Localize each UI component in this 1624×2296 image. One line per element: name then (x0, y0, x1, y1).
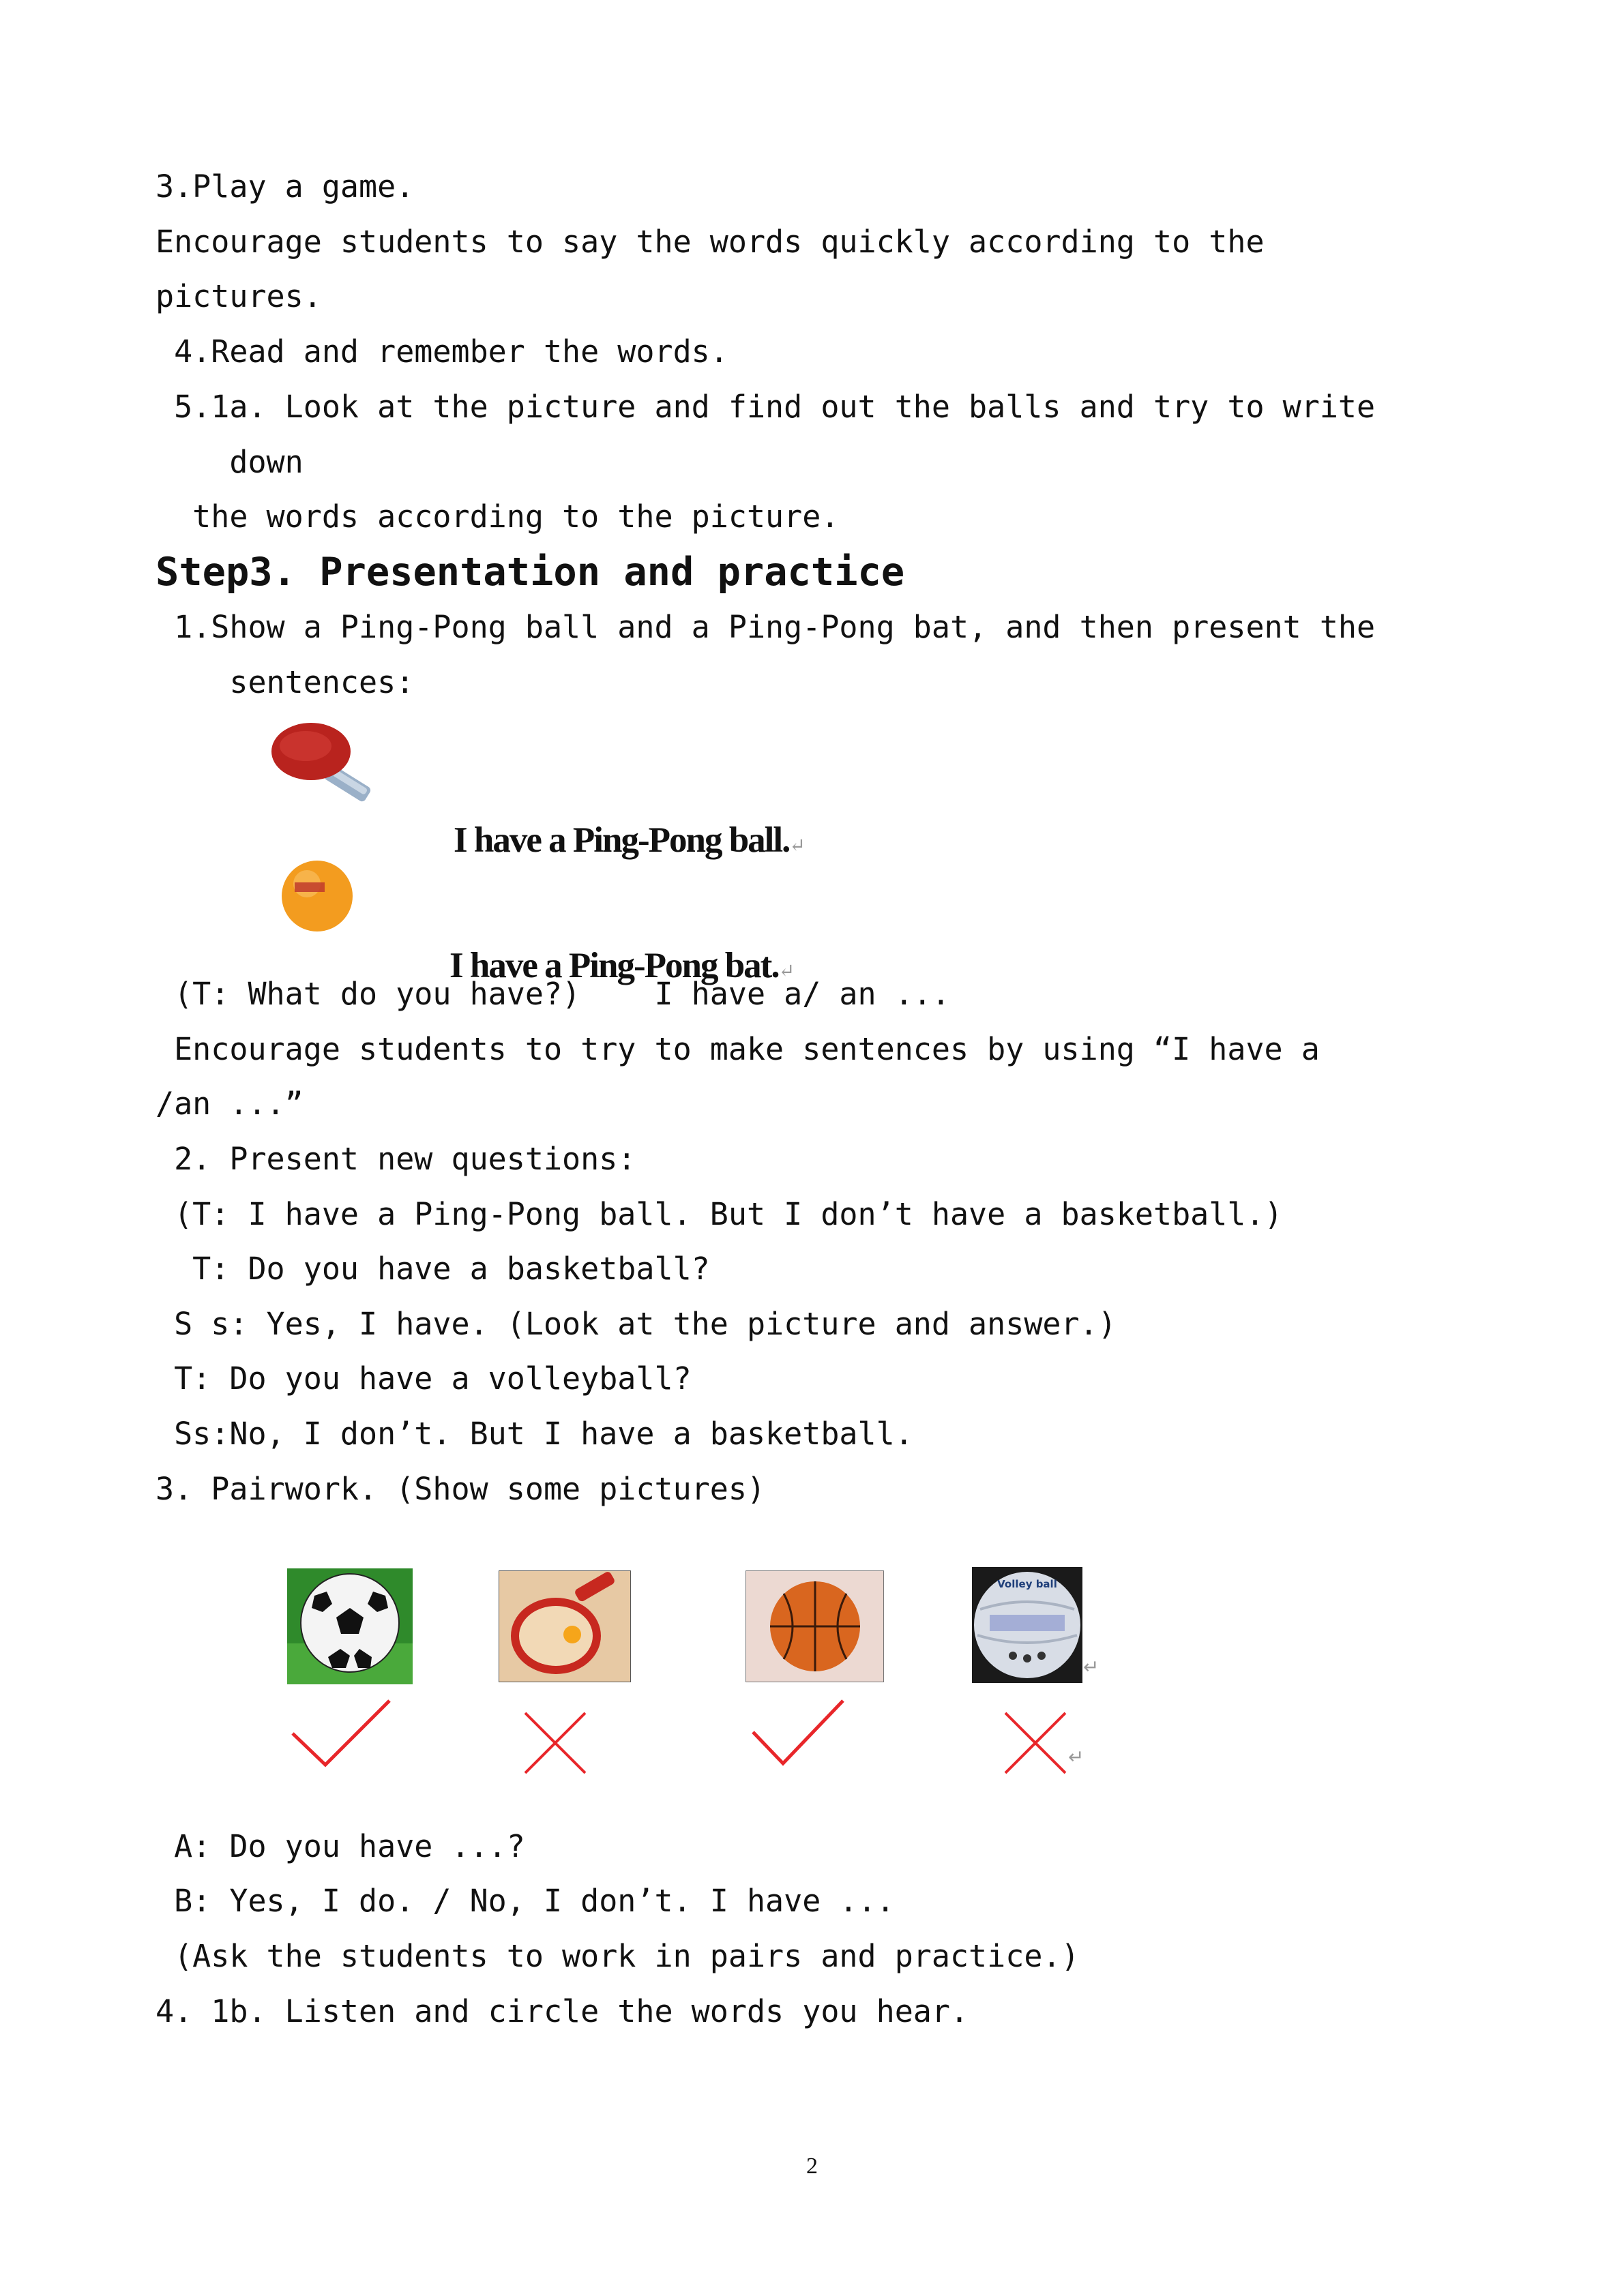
text-line: /an ...” (156, 1086, 304, 1122)
text-line: (Ask the students to work in pairs and practice.) (156, 1938, 1080, 1974)
text-line: 3.Play a game. (156, 168, 415, 205)
text-line: (T: I have a Ping-Pong ball. But I don’t have a basketball.) (156, 1196, 1283, 1232)
paragraph-mark: ↵ (1083, 1656, 1099, 1678)
check-mark-icon (290, 1697, 392, 1772)
text-line: T: Do you have a volleyball? (156, 1360, 692, 1397)
volleyball-icon (972, 1567, 1082, 1683)
text-line: Encourage students to try to make sentences by using “I have a (156, 1031, 1320, 1067)
cross-mark-icon (522, 1710, 588, 1776)
text-line: 3. Pairwork. (Show some pictures) (156, 1471, 766, 1507)
text-line: Encourage students to say the words quickly according to the (156, 224, 1265, 260)
caption-ping-pong-ball: I have a Ping-Pong ball.↵ (454, 820, 804, 860)
text-line: S s: Yes, I have. (Look at the picture and answer.) (156, 1306, 1117, 1342)
caption-ping-pong-bat: I have a Ping-Pong bat.↵ (449, 946, 794, 985)
text-line: (T: What do you have?) I have a/ an ... (156, 976, 950, 1012)
page-number: 2 (806, 2153, 818, 2179)
text-line: 4.Read and remember the words. (156, 333, 728, 370)
ping-pong-bat-icon (271, 721, 381, 810)
text-line: B: Yes, I do. / No, I don’t. I have ... (156, 1883, 895, 1919)
text-line: sentences: (156, 664, 415, 700)
text-line: 5.1a. Look at the picture and find out the balls and try to write (156, 389, 1376, 425)
check-mark-icon (750, 1697, 846, 1770)
cross-mark-icon (1003, 1710, 1068, 1776)
ping-pong-ball-icon (280, 852, 355, 938)
text-line: pictures. (156, 278, 322, 314)
step3-heading: Step3. Presentation and practice (156, 550, 905, 595)
text-line: 1.Show a Ping-Pong ball and a Ping-Pong bat, and then present the (156, 609, 1376, 645)
text-line: T: Do you have a basketball? (156, 1251, 710, 1287)
text-line: 4. 1b. Listen and circle the words you hear. (156, 1993, 969, 2029)
paragraph-mark: ↵ (1068, 1746, 1084, 1768)
basketball-icon (745, 1570, 884, 1682)
text-line: the words according to the picture. (156, 498, 840, 535)
text-line: Ss:No, I don’t. But I have a basketball. (156, 1416, 913, 1452)
svg-text:Volley ball: Volley ball (997, 1578, 1057, 1590)
text-line: 2. Present new questions: (156, 1141, 636, 1177)
soccer-ball-icon (287, 1568, 413, 1684)
ping-pong-set-icon (499, 1570, 631, 1682)
text-line: down (156, 444, 304, 480)
text-line: A: Do you have ...? (156, 1828, 525, 1864)
